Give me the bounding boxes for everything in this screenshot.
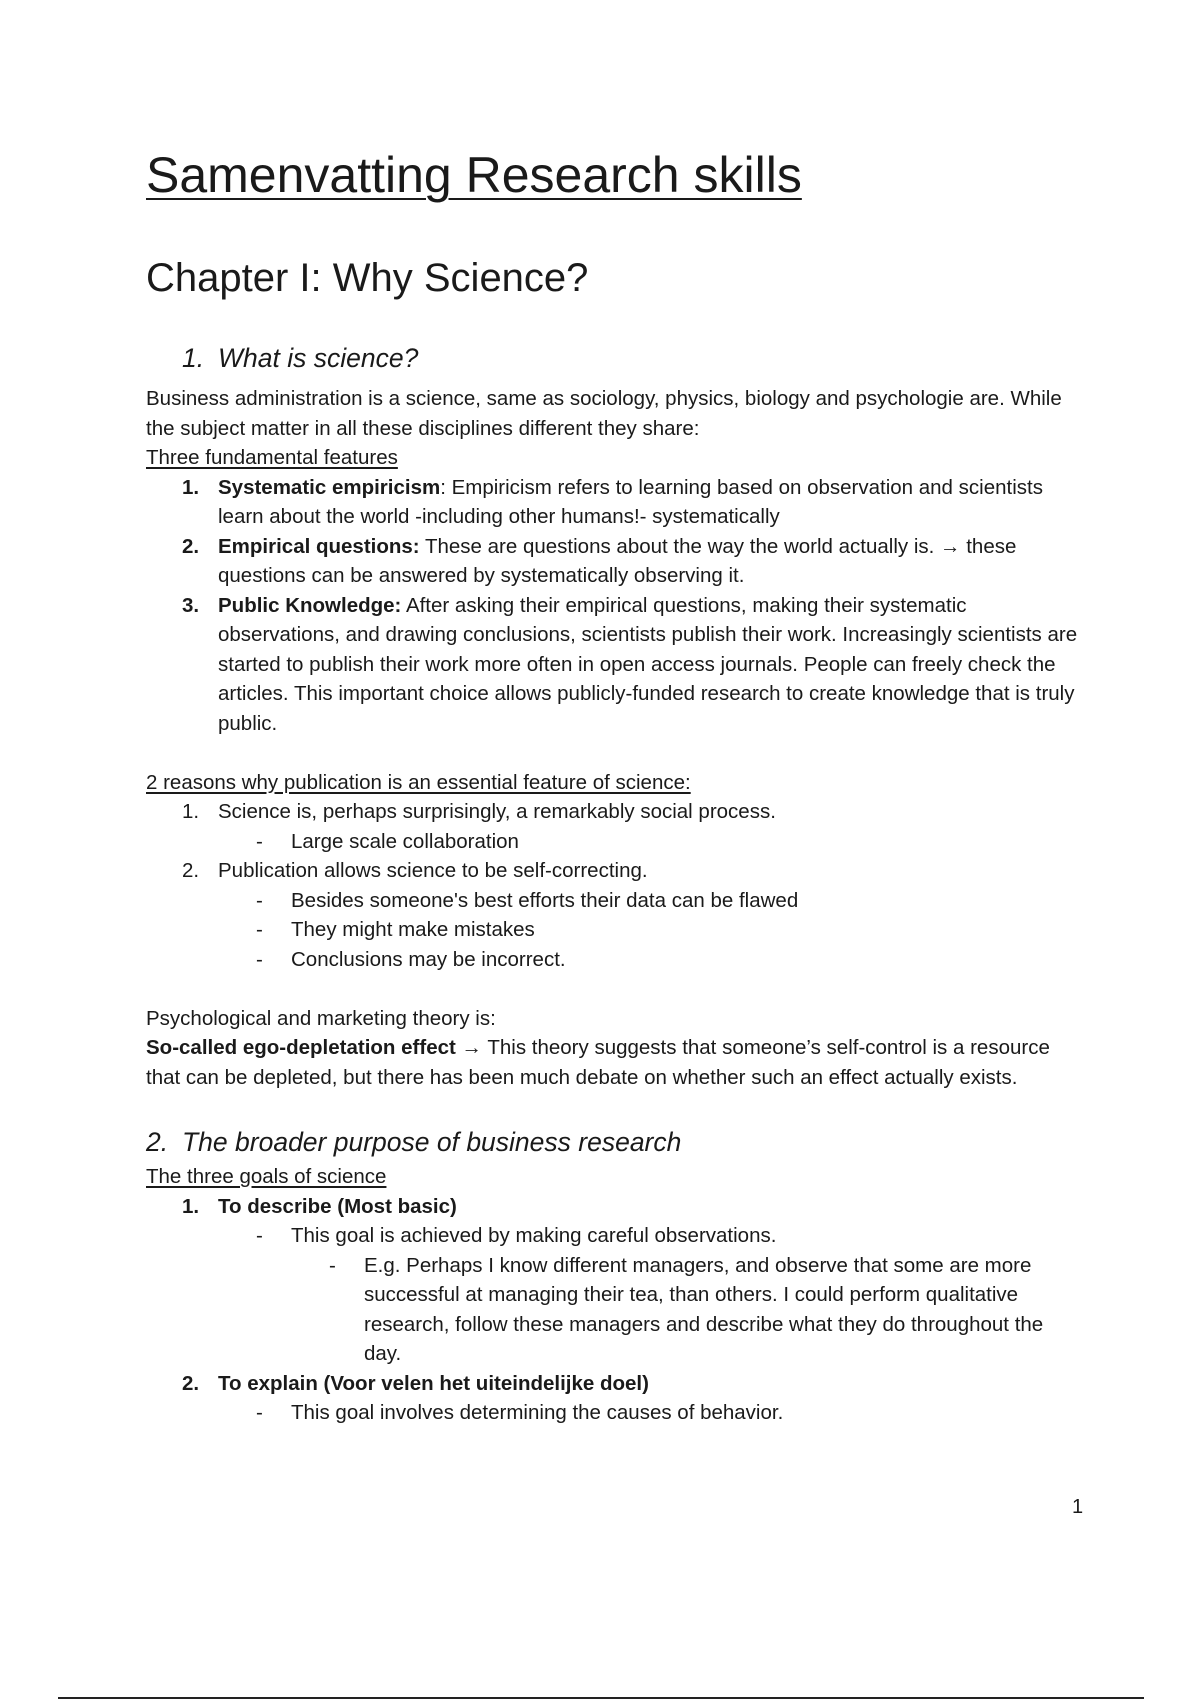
- list-item: [146, 797, 1086, 827]
- document-title: Samenvatting Research skills: [146, 147, 802, 203]
- sub-bullet-item: [146, 1251, 1086, 1369]
- footer-divider: [58, 1697, 1144, 1699]
- intro-paragraph: Business administration is a science, same as sociology, physics, biology and psychologie are. While the subject matter in all these disciplines different they share:: [146, 387, 1062, 440]
- feature-term: Systematic empiricism: [218, 475, 441, 499]
- list-item: [146, 532, 1086, 591]
- bullet-list: [146, 886, 1086, 975]
- list-item: [146, 1192, 1086, 1222]
- bullet-text: Conclusions may be incorrect.: [291, 947, 566, 971]
- feature-term: Public Knowledge:: [218, 593, 402, 617]
- bullet-item: [146, 886, 1086, 916]
- bullet-list: [146, 1221, 1086, 1251]
- bullet-text: This goal involves determining the causes of behavior.: [291, 1401, 784, 1424]
- body-content: [146, 338, 1086, 1428]
- reasons-heading: 2 reasons why publication is an essential feature of science:: [146, 770, 691, 794]
- features-list: [146, 473, 1086, 739]
- sub-bullet-list: [146, 1251, 1086, 1369]
- list-marker: 1.: [182, 475, 200, 499]
- theory-paragraph: [146, 1033, 1086, 1092]
- bullet-item: [146, 945, 1086, 975]
- bullet-marker: -: [256, 888, 263, 912]
- bullet-marker: -: [329, 1253, 336, 1277]
- features-heading: Three fundamental features: [146, 446, 398, 469]
- bullet-text: They might make mistakes: [291, 918, 535, 941]
- feature-term: Empirical questions:: [218, 534, 420, 558]
- goal-title: To describe (Most basic): [218, 1194, 457, 1218]
- bullet-marker: -: [256, 1224, 263, 1247]
- theory-term: So-called ego-depletation effect: [146, 1036, 456, 1059]
- bullet-item: [146, 827, 1086, 857]
- section-heading-text: The broader purpose of business research: [182, 1127, 682, 1157]
- feature-text: These are questions about the way the world actually is. → these questions can be answered by systematically observing it.: [218, 534, 1017, 587]
- goals-list: [146, 1192, 1086, 1222]
- list-marker: 3.: [182, 593, 200, 617]
- list-item: [146, 856, 1086, 886]
- feature-text: : Empiricism refers to learning based on observation and scientists learn about the world -including other humans!- systematically: [218, 475, 1043, 528]
- page-number: 1: [1072, 1496, 1084, 1518]
- list-marker: 1.: [182, 800, 200, 823]
- goals-list: [146, 1369, 1086, 1399]
- bullet-list: [146, 1398, 1086, 1428]
- chapter-title: Chapter I: Why Science?: [146, 256, 589, 300]
- bullet-marker: -: [256, 947, 263, 971]
- bullet-marker: -: [256, 1401, 263, 1424]
- list-marker: 2.: [182, 534, 200, 558]
- list-item: [146, 473, 1086, 532]
- feature-text: After asking their empirical questions, making their systematic observations, and drawing conclusions, scientists publish their work. Increasingly scientists are started to publish their work more often in open access journals. People can freely check the articles. This important choice allows publicly-funded research to create knowledge that is truly public.: [218, 593, 1078, 735]
- section-number: 2.: [146, 1127, 169, 1157]
- bullet-marker: -: [256, 918, 263, 941]
- list-marker: 2.: [182, 1371, 200, 1395]
- section-heading: [182, 338, 1086, 378]
- bullet-text: Large scale collaboration: [291, 829, 519, 853]
- list-marker: 2.: [182, 859, 200, 882]
- spacer: [146, 738, 1086, 768]
- list-marker: 1.: [182, 1194, 200, 1218]
- bullet-item: [146, 915, 1086, 945]
- section-number: 1.: [182, 343, 205, 373]
- sub-bullet-text: E.g. Perhaps I know different managers, and observe that some are more successful at managing their tea, than others. I could perform qualitative research, follow these managers and describe what they do throughout the day.: [364, 1253, 1044, 1365]
- spacer: [146, 974, 1086, 1004]
- goal-title: To explain (Voor velen het uiteindelijke doel): [218, 1371, 649, 1395]
- bullet-list: [146, 827, 1086, 857]
- list-item: [146, 591, 1086, 739]
- bullet-item: [146, 1221, 1086, 1251]
- list-item: [146, 1369, 1086, 1399]
- bullet-item: [146, 1398, 1086, 1428]
- section-heading-text: What is science?: [218, 343, 419, 373]
- bullet-text: Besides someone's best efforts their data can be flawed: [291, 888, 799, 912]
- theory-intro: Psychological and marketing theory is:: [146, 1006, 496, 1030]
- goals-heading: The three goals of science: [146, 1165, 387, 1188]
- theory-text: → This theory suggests that someone’s self-control is a resource that can be depleted, but there has been much debate on whether such an effect actually exists.: [146, 1036, 1050, 1089]
- reason-text: Science is, perhaps surprisingly, a remarkably social process.: [218, 800, 776, 823]
- reasons-list: [146, 856, 1086, 886]
- bullet-text: This goal is achieved by making careful observations.: [291, 1224, 777, 1247]
- section-heading: [146, 1122, 1086, 1162]
- reason-text: Publication allows science to be self-correcting.: [218, 859, 648, 882]
- bullet-marker: -: [256, 829, 263, 853]
- reasons-list: [146, 797, 1086, 827]
